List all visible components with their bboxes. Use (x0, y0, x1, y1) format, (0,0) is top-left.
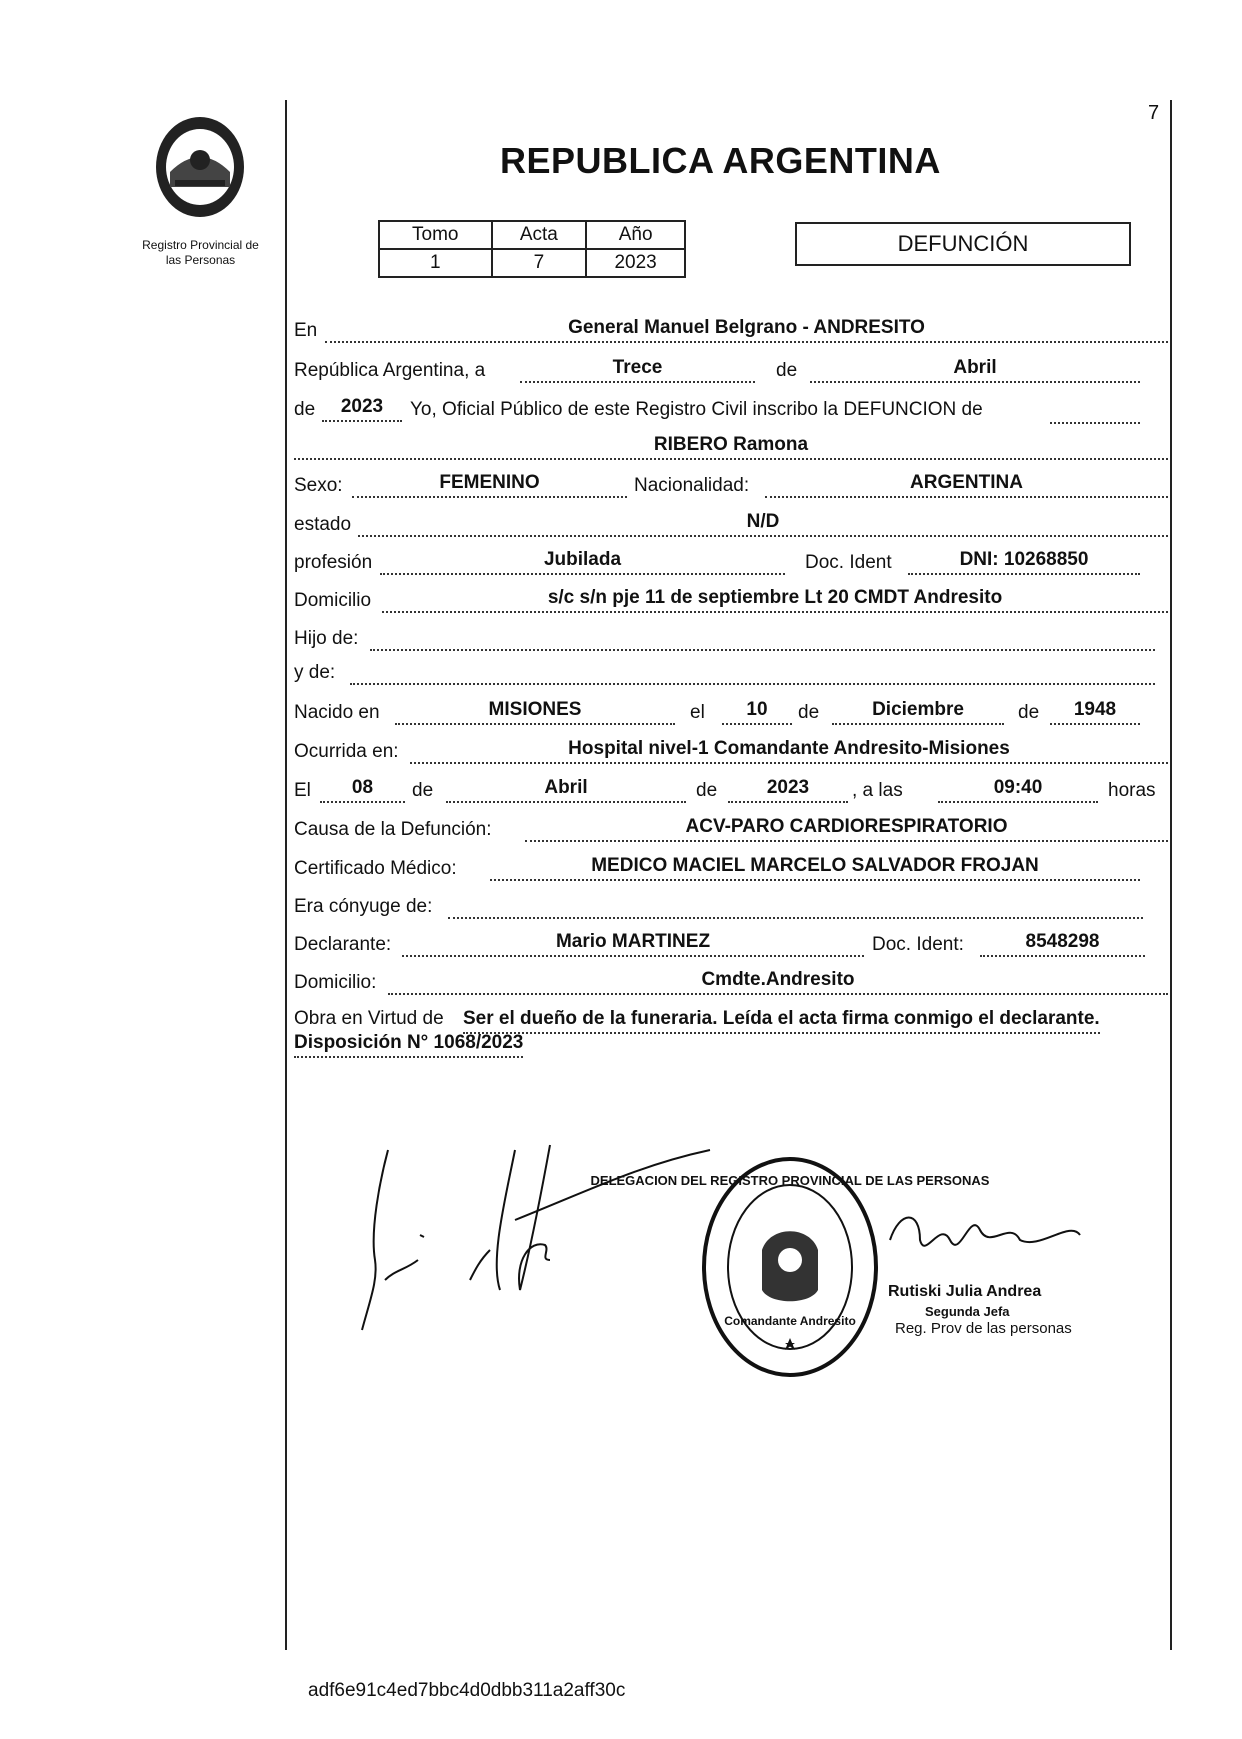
horas-label: horas (1108, 780, 1156, 801)
official-name: Rutiski Julia Andrea (888, 1283, 1042, 1300)
meta-header-tomo: Tomo (379, 221, 492, 249)
domicilio2-value: Cmdte.Andresito (388, 967, 1168, 995)
certificado-value: MEDICO MACIEL MARCELO SALVADOR FROJAN (490, 853, 1140, 881)
birth-month: Diciembre (832, 697, 1004, 725)
registry-name (128, 238, 273, 268)
declarante-signature (362, 1150, 388, 1330)
doc-ident-value: DNI: 10268850 (908, 547, 1140, 575)
yde-dots (350, 683, 1155, 685)
official-org: Reg. Prov de las personas (895, 1320, 1072, 1337)
signatures (340, 1140, 720, 1340)
deceased-name: RIBERO Ramona (294, 432, 1168, 460)
death-month: Abril (446, 775, 686, 803)
el2-label: El (294, 780, 311, 801)
el-label: el (690, 702, 705, 723)
nacionalidad-label: Nacionalidad: (634, 475, 750, 496)
registry-name-line1: Registro Provincial de (142, 238, 259, 252)
disposicion: Disposición N° 1068/2023 (294, 1030, 523, 1058)
page-title: REPUBLICA ARGENTINA (500, 140, 941, 181)
day-value: Trece (520, 355, 755, 383)
domicilio-value: s/c s/n pje 11 de septiembre Lt 20 CMDT Andresito (382, 585, 1168, 613)
republica-label: República Argentina, a (294, 360, 486, 381)
de6-label: de (696, 780, 718, 801)
nacido-value: MISIONES (395, 697, 675, 725)
profesion-label: profesión (294, 552, 373, 573)
year-value: 2023 (322, 394, 402, 422)
ocurrida-label: Ocurrida en: (294, 741, 399, 762)
causa-value: ACV-PARO CARDIORESPIRATORIO (525, 814, 1168, 842)
en-label: En (294, 320, 318, 341)
stamp-inner-text: Comandante Andresito (724, 1314, 856, 1328)
meta-value-ano: 2023 (586, 249, 685, 277)
estado-value: N/D (358, 509, 1168, 537)
death-day: 08 (320, 775, 405, 803)
province-seal-logo (145, 112, 255, 222)
domicilio2-label: Domicilio: (294, 972, 377, 993)
obra-label: Obra en Virtud de (294, 1008, 444, 1029)
de4-label: de (1018, 702, 1040, 723)
nacido-label: Nacido en (294, 702, 380, 723)
doc2-label: Doc. Ident: (872, 934, 964, 955)
death-year: 2023 (728, 775, 848, 803)
causa-label: Causa de la Defunción: (294, 819, 492, 840)
stamp-ring-text: DELEGACION DEL REGISTRO PROVINCIAL DE LAS PERSONAS (590, 1173, 990, 1188)
birth-year: 1948 (1050, 697, 1140, 725)
conyuge-dots (448, 917, 1143, 919)
doc-ident-label: Doc. Ident (805, 552, 892, 573)
estado-label: estado (294, 514, 352, 535)
meta-header-acta: Acta (492, 221, 587, 249)
sexo-label: Sexo: (294, 475, 343, 496)
month-value: Abril (810, 355, 1140, 383)
official-title: Segunda Jefa (925, 1304, 1010, 1319)
left-margin-line (285, 100, 287, 1650)
de-label: de (776, 360, 798, 381)
registry-name-line2: las Personas (165, 253, 236, 267)
de2-label: de (294, 399, 316, 420)
document-type-box: DEFUNCIÓN (795, 222, 1131, 266)
obra-value: Ser el dueño de la funeraria. Leída el acta firma conmigo el declarante. (463, 1006, 1100, 1034)
declarante-label: Declarante: (294, 934, 392, 955)
record-meta-table (378, 220, 686, 278)
right-margin-line (1170, 100, 1172, 1650)
domicilio-label: Domicilio (294, 590, 372, 611)
meta-value-acta: 7 (492, 249, 587, 277)
official-signature-scribble (880, 1200, 1090, 1280)
doc2-value: 8548298 (980, 929, 1145, 957)
sexo-value: FEMENINO (352, 470, 627, 498)
en-value: General Manuel Belgrano - ANDRESITO (325, 315, 1168, 343)
death-time: 09:40 (938, 775, 1098, 803)
statement-text: Yo, Oficial Público de este Registro Civil inscribo la DEFUNCION de (410, 399, 983, 420)
de5-label: de (412, 780, 434, 801)
yde-label: y de: (294, 662, 336, 683)
page-number: 7 (1148, 102, 1160, 124)
meta-value-tomo: 1 (379, 249, 492, 277)
declarante-value: Mario MARTINEZ (402, 929, 864, 957)
hijo-label: Hijo de: (294, 628, 359, 649)
hijo-dots (370, 649, 1155, 651)
profesion-value: Jubilada (380, 547, 785, 575)
official-signature (497, 1150, 515, 1290)
document-hash: adf6e91c4ed7bbc4d0dbb311a2aff30c (308, 1680, 626, 1701)
meta-header-ano: Año (586, 221, 685, 249)
de3-label: de (798, 702, 820, 723)
alas-label: , a las (852, 780, 903, 801)
ocurrida-value: Hospital nivel-1 Comandante Andresito-Misiones (410, 736, 1168, 764)
birth-day: 10 (722, 697, 792, 725)
nacionalidad-value: ARGENTINA (765, 470, 1168, 498)
conyuge-label: Era cónyuge de: (294, 896, 433, 917)
certificado-label: Certificado Médico: (294, 858, 457, 879)
statement-dots (1050, 422, 1140, 424)
